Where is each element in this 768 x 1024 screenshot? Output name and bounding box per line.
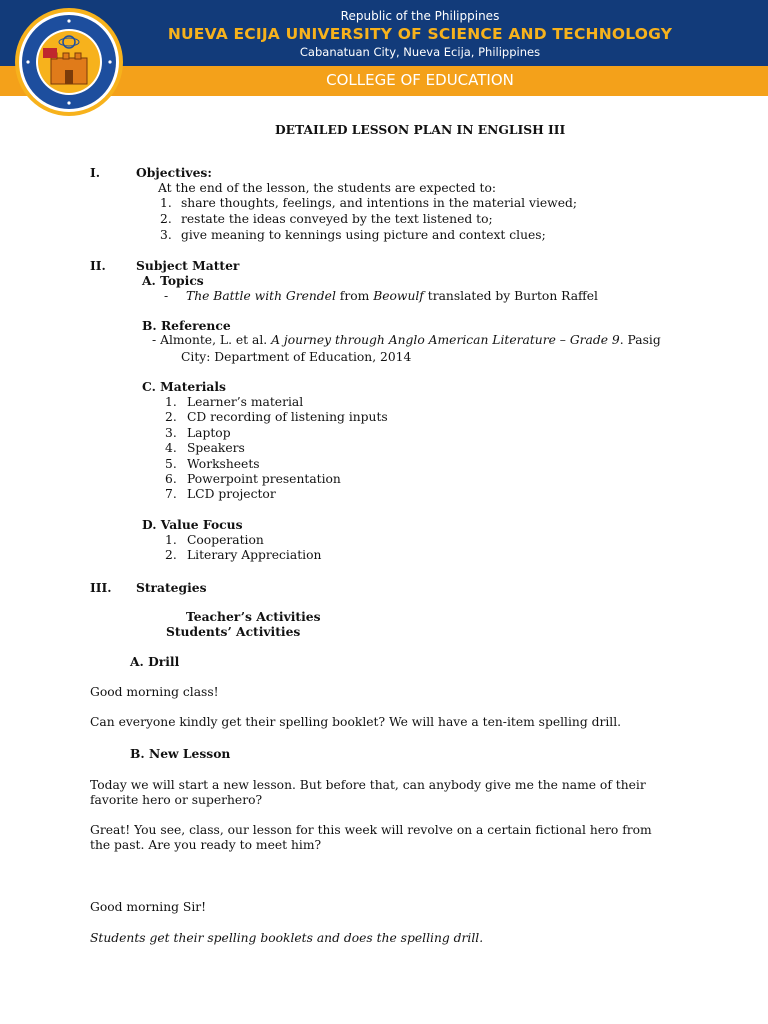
student-drill-response: Students get their spelling booklets and does the spelling drill. [90, 931, 484, 945]
topic-title: The Battle with Grendel [186, 289, 336, 303]
document-title: DETAILED LESSON PLAN IN ENGLISH III [275, 122, 566, 137]
topic-from: from [335, 289, 374, 303]
material-number: 5. [165, 457, 177, 471]
section-number-objectives: I. [90, 165, 101, 180]
strategy-heading-drill: A. Drill [130, 654, 180, 669]
topic-dash: - [164, 289, 169, 303]
teacher-drill-greeting: Good morning class! [90, 685, 219, 699]
topic-line [186, 289, 598, 304]
material-text: LCD projector [187, 487, 276, 501]
reference-publisher-start: . Pasig [619, 333, 661, 347]
subsection-heading-value-focus: D. Value Focus [142, 517, 243, 532]
section-number-subject-matter: II. [90, 258, 106, 273]
university-name: NUEVA ECIJA UNIVERSITY OF SCIENCE AND TECHNOLOGY [167, 25, 673, 43]
reference-title: A journey through Anglo American Literature – Grade 9 [271, 333, 620, 347]
objective-text: share thoughts, feelings, and intentions in the material viewed; [181, 196, 577, 210]
teacher-new-lesson-line: Great! You see, class, our lesson for this week will revolve on a certain fictional hero from [90, 823, 652, 837]
teacher-new-lesson-line: favorite hero or superhero? [90, 793, 263, 807]
teacher-new-lesson-line: Today we will start a new lesson. But before that, can anybody give me the name of their [90, 778, 646, 792]
reference-authors: - Almonte, L. et al. [152, 333, 272, 347]
material-number: 7. [165, 487, 177, 501]
reference-publisher: City: Department of Education, 2014 [181, 350, 412, 364]
university-seal-logo [13, 6, 125, 118]
teacher-drill-instruction: Can everyone kindly get their spelling booklet? We will have a ten-item spelling drill. [90, 715, 622, 729]
topic-rest: translated by Burton Raffel [423, 289, 598, 303]
section-number-strategies: III. [90, 580, 112, 595]
material-number: 3. [165, 426, 177, 440]
objective-number: 3. [160, 228, 172, 242]
subsection-heading-reference: B. Reference [142, 318, 231, 333]
college-name: COLLEGE OF EDUCATION [326, 71, 514, 89]
section-heading-subject-matter: Subject Matter [136, 258, 240, 273]
material-number: 2. [165, 410, 177, 424]
teacher-activities-heading: Teacher’s Activities [186, 609, 321, 624]
material-number: 6. [165, 472, 177, 486]
reference-line [152, 333, 661, 348]
material-number: 1. [165, 395, 177, 409]
strategy-heading-new-lesson: B. New Lesson [130, 746, 231, 761]
material-text: Learner’s material [187, 395, 304, 409]
objectives-intro: At the end of the lesson, the students are expected to: [158, 181, 497, 195]
student-activities-heading: Students’ Activities [166, 624, 301, 639]
objective-text: restate the ideas conveyed by the text listened to; [181, 212, 493, 226]
material-text: CD recording of listening inputs [187, 410, 388, 424]
university-location: Cabanatuan City, Nueva Ecija, Philippines [299, 45, 541, 59]
material-text: Powerpoint presentation [187, 472, 341, 486]
value-number: 1. [165, 533, 177, 547]
student-greeting: Good morning Sir! [90, 900, 207, 914]
subsection-heading-topics: A. Topics [142, 273, 204, 288]
republic-line: Republic of the Philippines [340, 9, 500, 23]
material-text: Laptop [187, 426, 231, 440]
topic-source: Beowulf [373, 289, 424, 303]
teacher-new-lesson-line: the past. Are you ready to meet him? [90, 838, 322, 852]
objective-text: give meaning to kennings using picture and context clues; [181, 228, 546, 242]
subsection-heading-materials: C. Materials [142, 379, 226, 394]
material-text: Speakers [187, 441, 245, 455]
objective-number: 1. [160, 196, 172, 210]
objective-number: 2. [160, 212, 172, 226]
value-text: Cooperation [187, 533, 264, 547]
section-heading-objectives: Objectives: [136, 165, 212, 180]
material-number: 4. [165, 441, 177, 455]
value-text: Literary Appreciation [187, 548, 322, 562]
section-heading-strategies: Strategies [136, 580, 207, 595]
value-number: 2. [165, 548, 177, 562]
material-text: Worksheets [187, 457, 260, 471]
